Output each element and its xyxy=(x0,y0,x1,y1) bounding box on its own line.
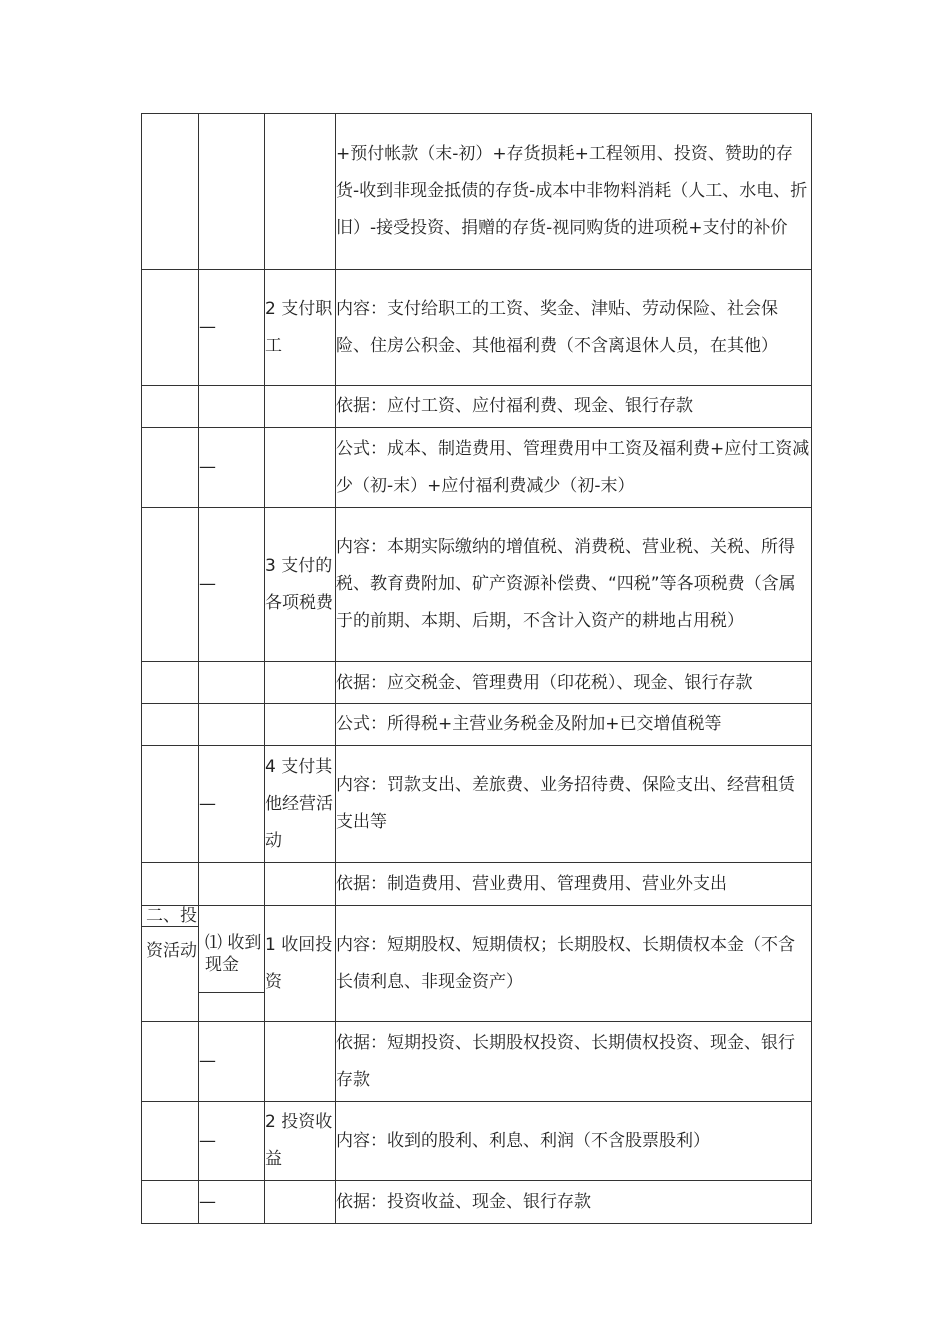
cell-flow-type xyxy=(199,386,265,428)
cell-description: 公式：所得税+主营业务税金及附加+已交增值税等 xyxy=(336,704,812,746)
cell-category xyxy=(142,1022,199,1102)
cell-flow-type xyxy=(199,114,265,270)
cell-description: 依据：应付工资、应付福利费、现金、银行存款 xyxy=(336,386,812,428)
cell-category xyxy=(142,428,199,508)
table-row xyxy=(142,114,812,270)
cell-flow-type: — xyxy=(199,270,265,386)
cell-category xyxy=(142,386,199,428)
section-heading: 资活动 xyxy=(146,941,197,961)
table-row xyxy=(142,746,812,863)
cell-category xyxy=(142,508,199,662)
cell-description: 内容：收到的股利、利息、利润（不含股票股利） xyxy=(336,1102,812,1181)
table-row xyxy=(142,704,812,746)
table-row xyxy=(142,1181,812,1224)
cell-item xyxy=(265,386,336,428)
cell-flow-type: — xyxy=(199,1022,265,1102)
sub-heading-receive-cash xyxy=(199,932,264,993)
cell-item: 1 收回投资 xyxy=(265,906,336,1022)
cell-description: 内容：支付给职工的工资、奖金、津贴、劳动保险、社会保险、住房公积金、其他福利费（不含离退休人员，在其他） xyxy=(336,270,812,386)
cell-category xyxy=(142,114,199,270)
cell-category xyxy=(142,906,199,1022)
cell-category xyxy=(142,863,199,906)
table-row xyxy=(142,386,812,428)
cell-description: 依据：投资收益、现金、银行存款 xyxy=(336,1181,812,1224)
cell-flow-type: — xyxy=(199,1102,265,1181)
cell-item: 4 支付其他经营活动 xyxy=(265,746,336,863)
cell-description: 内容：本期实际缴纳的增值税、消费税、营业税、关税、所得税、教育费附加、矿产资源补偿费、“四税”等各项税费（含属于的前期、本期、后期，不含计入资产的耕地占用税） xyxy=(336,508,812,662)
table-row xyxy=(142,428,812,508)
table-row xyxy=(142,906,812,1022)
cell-item xyxy=(265,1181,336,1224)
cell-description: 内容：罚款支出、差旅费、业务招待费、保险支出、经营租赁支出等 xyxy=(336,746,812,863)
table-row xyxy=(142,662,812,704)
table-row xyxy=(142,1022,812,1102)
cell-flow-type: — xyxy=(199,428,265,508)
cell-item xyxy=(265,704,336,746)
cell-description: 依据：短期投资、长期股权投资、长期债权投资、现金、银行存款 xyxy=(336,1022,812,1102)
section-heading-cut: 二、投 xyxy=(142,906,198,927)
table-row xyxy=(142,508,812,662)
cell-description: 依据：应交税金、管理费用（印花税）、现金、银行存款 xyxy=(336,662,812,704)
sub-heading-label: ⑴ 收到现金 xyxy=(205,933,262,975)
table-row xyxy=(142,1102,812,1181)
cell-item xyxy=(265,428,336,508)
cell-flow-type xyxy=(199,662,265,704)
cell-description: 依据：制造费用、营业费用、管理费用、营业外支出 xyxy=(336,863,812,906)
cell-flow-type: — xyxy=(199,1181,265,1224)
cell-category xyxy=(142,270,199,386)
cell-category xyxy=(142,746,199,863)
cell-item xyxy=(265,863,336,906)
cell-item: 2 投资收益 xyxy=(265,1102,336,1181)
cell-description: 公式：成本、制造费用、管理费用中工资及福利费+应付工资减少（初-末）+应付福利费减少（初-末） xyxy=(336,428,812,508)
cell-category xyxy=(142,1102,199,1181)
cell-item: 2 支付职工 xyxy=(265,270,336,386)
cell-flow-type xyxy=(199,906,265,1022)
cell-description: 内容：短期股权、短期债权；长期股权、长期债权本金（不含长债利息、非现金资产） xyxy=(336,906,812,1022)
cell-description: +预付帐款（末-初）+存货损耗+工程领用、投资、赞助的存货-收到非现金抵债的存货-成本中非物料消耗（人工、水电、折旧）-接受投资、捐赠的存货-视同购货的进项税+支付的补价 xyxy=(336,114,812,270)
cell-item xyxy=(265,662,336,704)
cell-category xyxy=(142,1181,199,1224)
cell-category xyxy=(142,704,199,746)
cash-flow-table xyxy=(141,113,812,1224)
cell-flow-type xyxy=(199,704,265,746)
cell-flow-type: — xyxy=(199,746,265,863)
cell-flow-type xyxy=(199,863,265,906)
table-row xyxy=(142,863,812,906)
cell-item: 3 支付的各项税费 xyxy=(265,508,336,662)
cell-category xyxy=(142,662,199,704)
table-row xyxy=(142,270,812,386)
cell-flow-type: — xyxy=(199,508,265,662)
cell-item xyxy=(265,114,336,270)
cell-item xyxy=(265,1022,336,1102)
